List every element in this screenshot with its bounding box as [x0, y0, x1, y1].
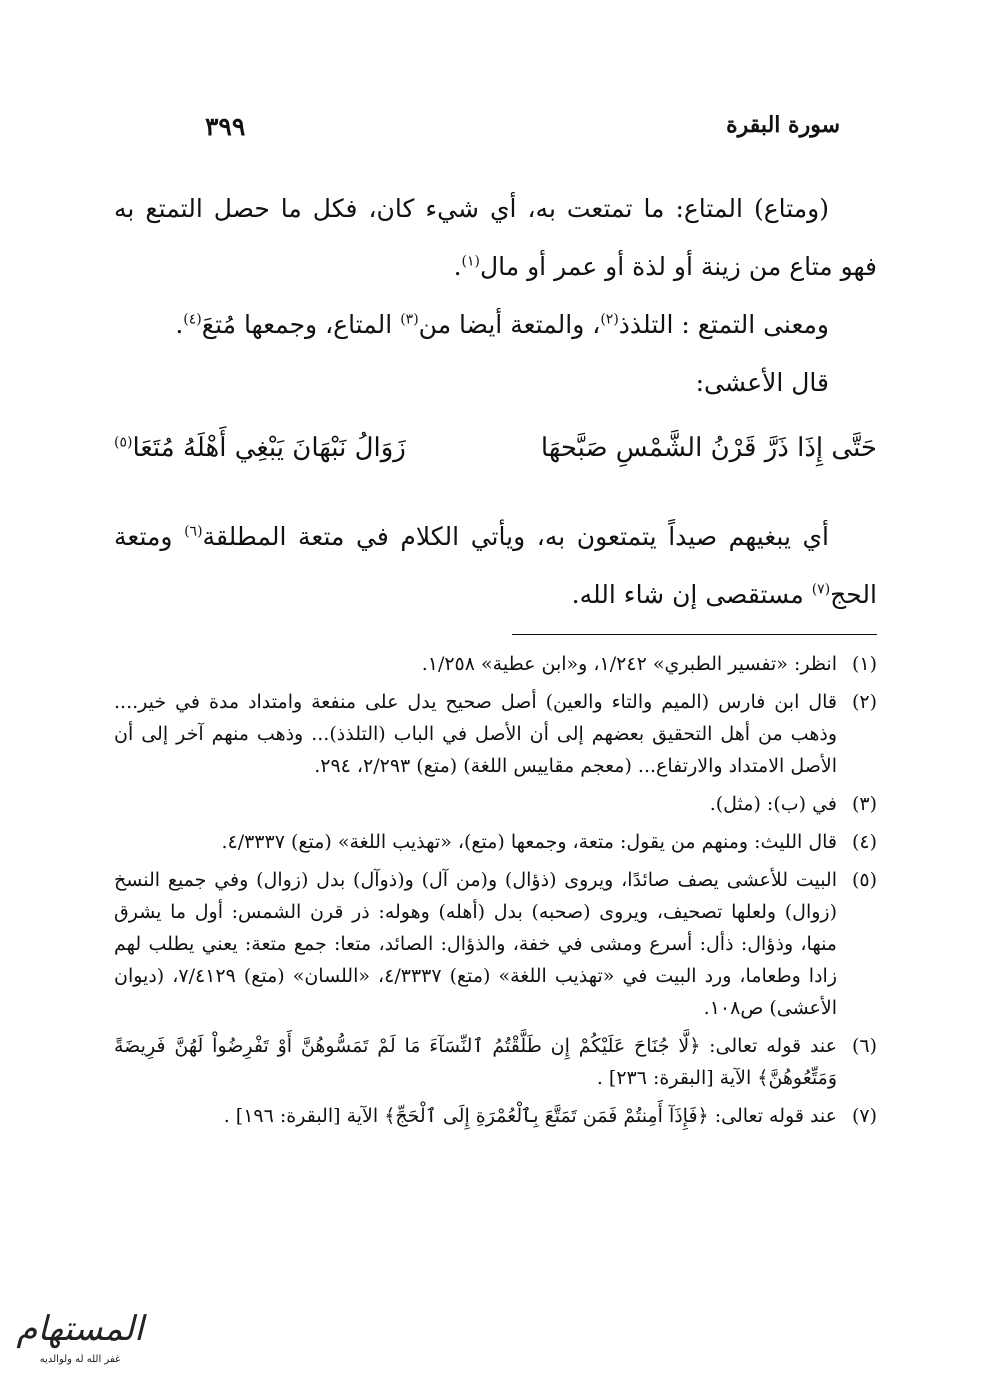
footnote-6 [114, 1030, 877, 1094]
footnote-4 [114, 826, 877, 858]
main-text [114, 180, 877, 412]
paragraph-2 [114, 296, 877, 354]
footnote-number: (٣) [851, 793, 877, 815]
paragraph-4-text-c: مستقصى إن شاء الله. [571, 580, 812, 609]
footnote-ref-3[interactable]: (٣) [400, 311, 419, 328]
paragraph-1-text: (ومتاع) المتاع: ما تمتعت به، أي شيء كان، فكل ما حصل التمتع به فهو متاع من زينة أو لذة أو عمر أو مال [114, 194, 877, 281]
footnote-5 [114, 864, 877, 1024]
footnote-number: (٧) [851, 1105, 877, 1127]
footnote-ref-2[interactable]: (٢) [600, 311, 619, 328]
watermark-logo [10, 1290, 150, 1370]
footnote-ref-1[interactable]: (١) [461, 253, 480, 270]
footnote-text: قال ابن فارس (الميم والتاء والعين) أصل صحيح يدل على منفعة وامتداد مدة في خير.... وذهب من أهل التحقيق بعضهم إلى أن الأصل في الباب (التلذذ)... وذهب منهم آخر إلى أن الأصل الامتداد والارتفاع... (معجم مقاييس اللغة) (متع) ٢/٢٩٣، ٢٩٤. [114, 691, 837, 777]
footnote-number: (١) [851, 653, 877, 675]
footnote-number: (٦) [851, 1035, 877, 1057]
main-text-continued [114, 508, 877, 624]
footnotes [114, 648, 877, 1138]
poetry-verse [114, 433, 877, 483]
footnote-number: (٢) [851, 691, 877, 713]
footnote-number: (٥) [851, 869, 877, 891]
watermark-sub-text: غفر الله له ولوالديه [39, 1354, 121, 1365]
footnote-7 [114, 1100, 877, 1132]
footnote-ref-6[interactable]: (٦) [184, 523, 203, 540]
paragraph-3: قال الأعشى: [695, 368, 829, 397]
footnote-text: البيت للأعشى يصف صائدًا، ويروى (ذؤال) و(من آل) و(ذوآل) بدل (زوال) وفي جميع النسخ (زوال) ولعلها تصحيف، ويروى (صحبه) بدل (أهله) وهوله: ذر قرن الشمس: أول ما يشرق منها، وذؤال: ذأل: أسرع ومشى في خفة، والذؤال: الصائد، متعا: جمع متعة: يعني يطلب لهم زادا وطعاما، ورد البيت في «تهذيب اللغة» (متع) ٤/٣٣٣٧، «اللسان» (متع) ٧/٤١٢٩، (ديوان الأعشى) ص١٠٨. [114, 869, 837, 1019]
footnote-text: قال الليث: ومنهم من يقول: متعة، وجمعها (متع)، «تهذيب اللغة» (متع) ٤/٣٣٣٧. [221, 831, 837, 853]
verse-second-hemistich [114, 433, 406, 463]
sura-title: سورة البقرة [726, 112, 840, 138]
footnote-ref-7[interactable]: (٧) [811, 581, 831, 598]
watermark-main-text: المستهام [16, 1309, 144, 1349]
footnote-ref-5[interactable]: (٥) [114, 434, 133, 451]
paragraph-4 [114, 508, 877, 624]
paragraph-4-text-b: ومتعة الحج [114, 522, 877, 609]
paragraph-1-end: . [453, 252, 462, 281]
footnote-separator [512, 634, 877, 635]
verse-first-hemistich: حَتَّى إِذَا ذَرَّ قَرْنُ الشَّمْسِ صَبَّحهَا [540, 433, 877, 463]
footnote-2 [114, 686, 877, 782]
footnote-number: (٤) [851, 831, 877, 853]
paragraph-2-text-b: ، والمتعة أيضا من [418, 310, 601, 339]
footnote-text: انظر: «تفسير الطبري» ١/٢٤٢، و«ابن عطية» ١/٢٥٨. [421, 653, 837, 675]
footnote-text: في (ب): (مثل). [709, 793, 837, 815]
page-number: ٣٩٩ [205, 112, 246, 141]
footnote-1 [114, 648, 877, 680]
footnote-text: عند قوله تعالى: ﴿فَإِذَآ أَمِنتُمْ فَمَن تَمَتَّعَ بِٱلْعُمْرَةِ إِلَى ٱلْحَجِّ﴾ الآية [البقرة: ١٩٦] . [223, 1105, 837, 1127]
footnote-ref-4[interactable]: (٤) [183, 311, 202, 328]
verse-second-text: زَوَالُ نَبْهَانَ يَبْغِي أَهْلَهُ مُتَعَا [132, 433, 406, 463]
footnote-3 [114, 788, 877, 820]
paragraph-2-end: . [175, 310, 184, 339]
paragraph-2-text-c: المتاع، وجمعها مُتعَ [201, 310, 401, 339]
paragraph-2-text-a: ومعنى التمتع : التلذذ [618, 310, 829, 339]
paragraph-1 [114, 180, 877, 296]
footnote-text: عند قوله تعالى: ﴿لَّا جُنَاحَ عَلَيْكُمْ إِن طَلَّقْتُمُ ٱلنِّسَآءَ مَا لَمْ تَمَسُّوهُنَّ أَوْ تَفْرِضُواْ لَهُنَّ فَرِيضَةً وَمَتِّعُوهُنَّ﴾ الآية [البقرة: ٢٣٦] . [114, 1035, 837, 1089]
paragraph-4-text-a: أي يبغيهم صيداً يتمتعون به، ويأتي الكلام في متعة المطلقة [202, 522, 830, 551]
